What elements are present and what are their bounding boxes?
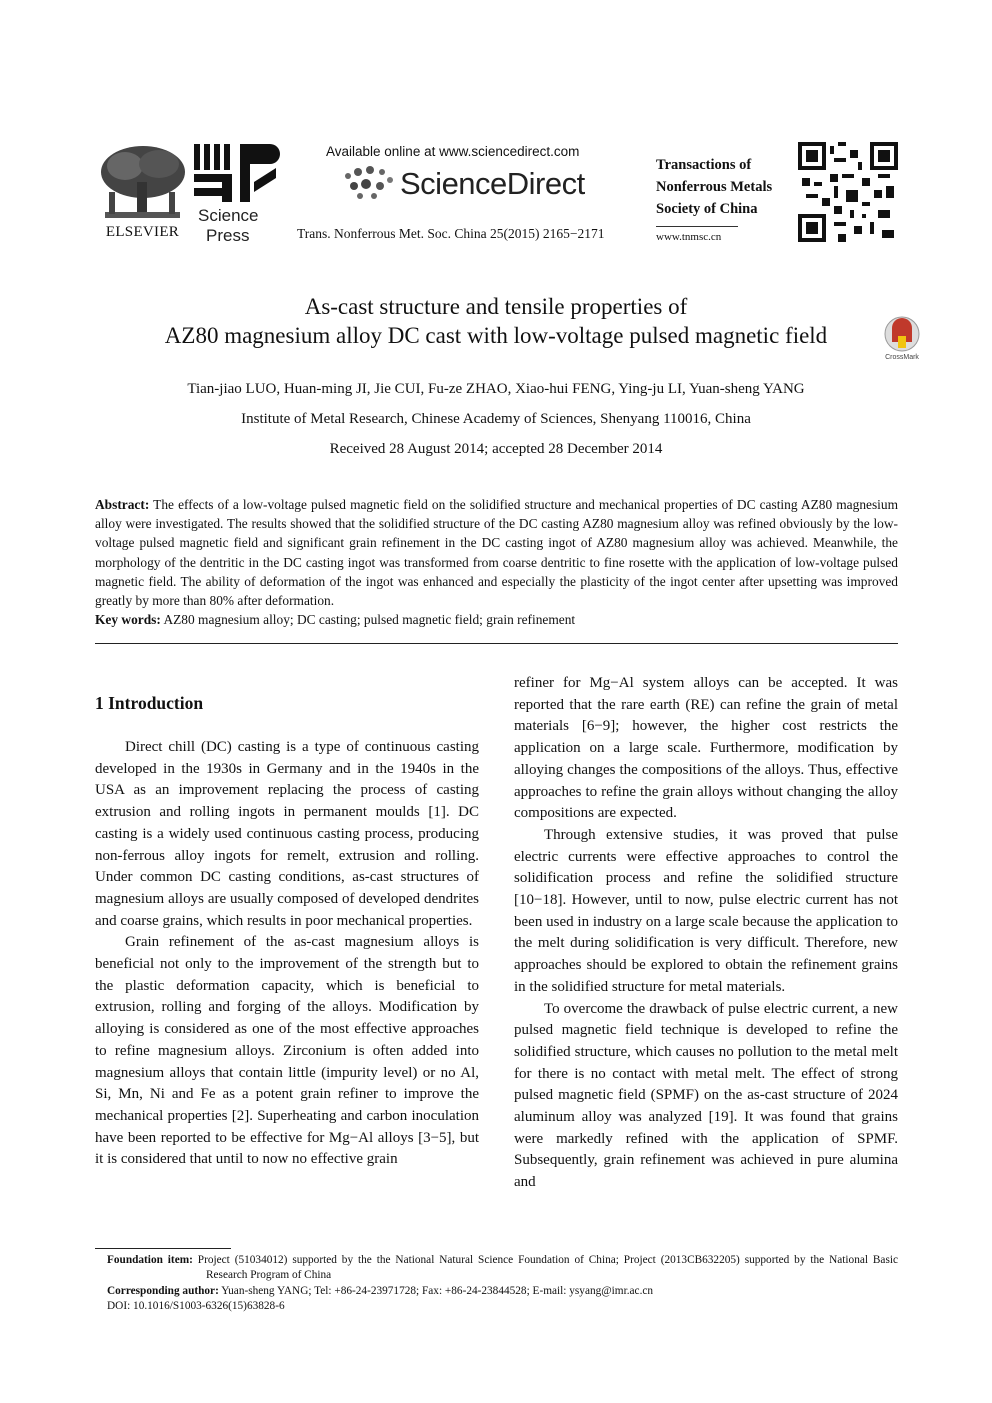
journal-url[interactable]: www.tnmsc.cn — [656, 231, 722, 243]
paragraph: Through extensive studies, it was proved that pulse electric currents were effective approaches to control the solidification process and refine the solidified structure [10−18]. However, until to now, pulse electric current has not been used in industry on a large scale because the application to the melt during solidification is very difficult. Therefore, new approaches should be explored to obtain the refinement grains in the solidified structure for metal materials. — [514, 826, 898, 995]
science-press-logo — [192, 142, 280, 246]
qr-code-icon — [798, 142, 898, 242]
elsevier-tree-icon — [95, 142, 190, 222]
keywords-label: Key words: — [95, 612, 161, 627]
section-heading: 1 Introduction — [95, 693, 204, 713]
foundation-footnote — [107, 1253, 898, 1284]
received-dates: Received 28 August 2014; accepted 28 December 2014 — [329, 441, 663, 457]
corresponding-footnote — [107, 1284, 898, 1299]
abstract-text: The effects of a low-voltage pulsed magnetic field on the solidified structure and mechanical properties of DC casting AZ80 magnesium alloy were investigated. The results showed that the solidified structure of the DC casting AZ80 magnesium alloy was refined obviously by the low-voltage pulsed magnetic field and significant grain refinement in the DC casting ingot of AZ80 magnesium alloy was achieved. Meanwhile, the morphology of the dentritic in the DC casting ingot was transformed from coarse dentritic to fine rosette with the application of low-voltage pulsed magnetic field. The ability of deformation of the ingot was enhanced and especially the plasticity of the ingot center after upsetting was improved greatly by more than 80% after deformation. — [95, 497, 898, 609]
corresponding-label: Corresponding author: — [107, 1284, 219, 1297]
article-title — [0, 292, 992, 350]
keywords — [95, 610, 898, 629]
foundation-text: Project (51034012) supported by the the National Natural Science Foundation of China; Project (2013CB632205) supported by the National Basic Research Program of China — [192, 1254, 898, 1282]
foundation-label: Foundation item: — [107, 1254, 193, 1266]
science-press-icon — [192, 142, 280, 204]
sciencedirect-dots-icon — [340, 162, 400, 206]
abstract-divider — [95, 643, 898, 644]
crossmark-label: CrossMark — [885, 354, 919, 361]
keywords-text: AZ80 magnesium alloy; DC casting; pulsed magnetic field; grain refinement — [160, 612, 576, 627]
corresponding-text[interactable]: Yuan-sheng YANG; Tel: +86-24-23971728; Fax: +86-24-23844528; E-mail: ysyang@imr.ac.cn — [218, 1284, 654, 1297]
affiliation: Institute of Metal Research, Chinese Academy of Sciences, Shenyang 110016, China — [241, 411, 751, 427]
authors: Tian-jiao LUO, Huan-ming JI, Jie CUI, Fu-ze ZHAO, Xiao-hui FENG, Ying-ju LI, Yuan-sheng YANG — [187, 381, 805, 397]
footnote-divider — [95, 1248, 231, 1249]
footnotes — [107, 1253, 898, 1314]
paragraph: refiner for Mg−Al system alloys can be accepted. It was reported that the rare earth (RE) can refine the grain of metal materials [6−9]; however, the higher cost restricts the application on a large scale. Furthermore, modification by alloying changes the compositions of the alloys. Thus, effective approaches to refine the grain alloys without changing the alloy compositions are expected. — [514, 675, 898, 822]
title-line1: As-cast structure and tensile properties of — [304, 294, 688, 319]
crossmark-badge[interactable] — [878, 316, 926, 364]
available-online-text[interactable]: Available online at www.sciencedirect.com — [326, 144, 580, 159]
journal-divider — [656, 226, 738, 227]
right-column — [514, 673, 898, 1194]
publisher-name: ELSEVIER — [105, 224, 180, 240]
journal-name — [656, 154, 772, 220]
press-name-line1: Science — [198, 206, 259, 225]
sciencedirect-wordmark: ScienceDirect — [400, 166, 585, 201]
abstract — [95, 495, 898, 610]
paragraph: Direct chill (DC) casting is a type of continuous casting developed in the 1930s in Germany and in the 1940s in the USA as an improvement replacing the process of casting extrusion and rolling ingots in permanent moulds [1]. DC casting is a widely used continuous casting process, producing non-ferrous alloy ingots for remelt, extrusion and rolling. Under common DC casting conditions, as-cast structures of magnesium alloys are usually composed of developed dendrites and coarse grains, which results in poor mechanical properties. — [95, 739, 479, 929]
left-column — [95, 737, 479, 1171]
title-line2: AZ80 magnesium alloy DC cast with low-voltage pulsed magnetic field — [164, 323, 828, 348]
journal-title-block — [656, 142, 796, 244]
paragraph: Grain refinement of the as-cast magnesium alloys is beneficial not only to the improvement of the strength but to the plastic deformation capacity, which is beneficial to extrusion, rolling and forging of the alloys. Modification by alloying is considered as one of the most effective approaches to refine magnesium alloys. Zirconium is often added into magnesium alloys that contain little (impurity level) or no Al, Si, Mn, Ni and Fe as a potent grain refiner to improve the mechanical properties [2]. Superheating and carbon inoculation have been reported to be effective for Mg−Al alloys [3−5], but it is considered that until to now no effective grain — [95, 934, 479, 1168]
crossmark-icon — [878, 316, 926, 354]
journal-name-line2: Nonferrous Metals — [656, 179, 773, 195]
sciencedirect-logo[interactable] — [340, 162, 610, 208]
doi[interactable]: DOI: 10.1016/S1003-6326(15)63828-6 — [107, 1299, 285, 1312]
elsevier-logo — [95, 142, 190, 242]
journal-name-line1: Transactions of — [656, 157, 752, 173]
paragraph: To overcome the drawback of pulse electric current, a new pulsed magnetic field technique is developed to refine the solidified structure, which causes no pollution to the metal melt for there is no contact with metal melt. The effect of strong pulsed magnetic field (SPMF) on the as-cast structure of 2024 aluminum alloy was analyzed [19]. It was found that grains were markedly refined with the application of SPMF. Subsequently, grain refinement was achieved in pure alumina and — [514, 1000, 898, 1191]
journal-name-line3: Society of China — [656, 201, 758, 217]
abstract-label: Abstract: — [95, 497, 150, 512]
journal-reference: Trans. Nonferrous Met. Soc. China 25(2015) 2165−2171 — [297, 226, 605, 241]
press-name-line2: Press — [206, 226, 250, 245]
